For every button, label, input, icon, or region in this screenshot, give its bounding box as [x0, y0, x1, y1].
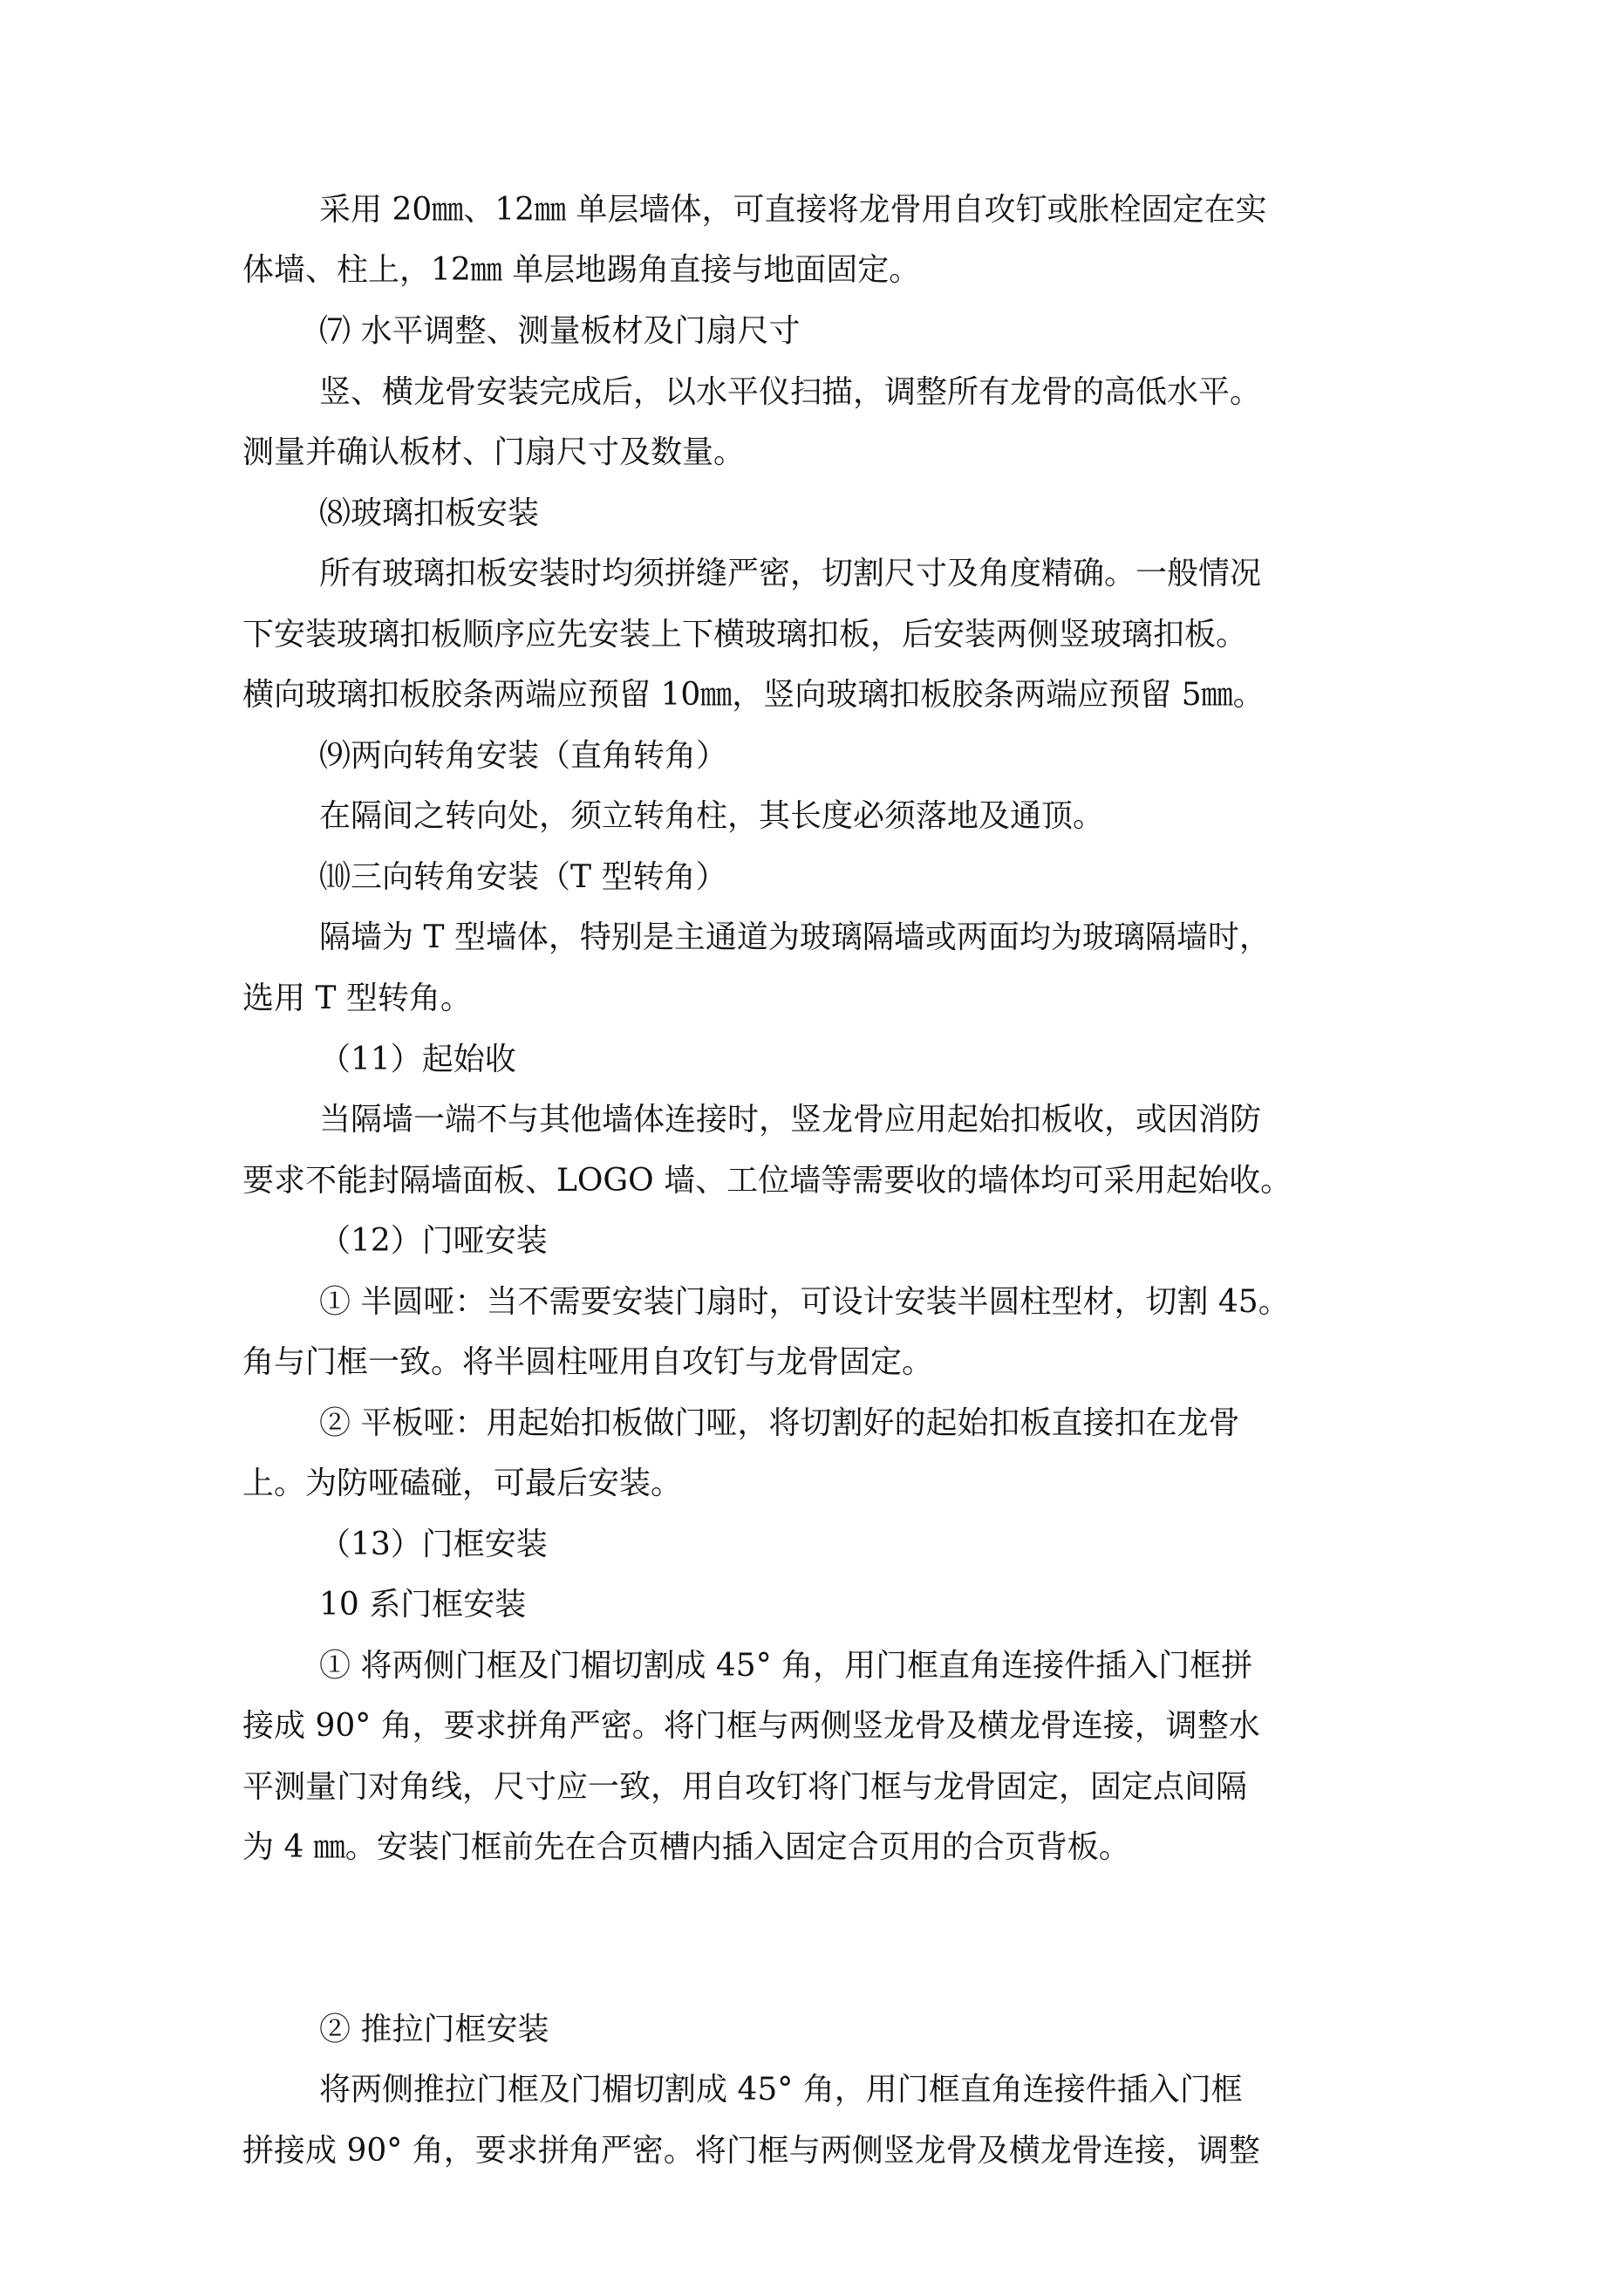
paragraph-line: ② 平板哑：用起始扣板做门哑，将切割好的起始扣板直接扣在龙骨: [319, 1405, 1240, 1441]
paragraph-line: 平测量门对角线，尺寸应一致，用自攻钉将门框与龙骨固定，固定点间隔: [242, 1769, 1248, 1805]
paragraph-line: 采用 20㎜、12㎜ 单层墙体，可直接将龙骨用自攻钉或胀栓固定在实: [319, 192, 1267, 228]
paragraph-line: 下安装玻璃扣板顺序应先安装上下横玻璃扣板，后安装两侧竖玻璃扣板。: [242, 617, 1248, 653]
section-heading: （12）门哑安装: [319, 1223, 548, 1259]
section-heading: ⑻玻璃扣板安装: [319, 495, 540, 531]
subsection-heading: 10 系门框安装: [319, 1587, 527, 1623]
paragraph-line: 所有玻璃扣板安装时均须拼缝严密，切割尺寸及角度精确。一般情况: [319, 556, 1262, 591]
paragraph-line: 体墙、柱上，12㎜ 单层地踢角直接与地面固定。: [242, 252, 921, 288]
paragraph-line: ① 半圆哑：当不需要安装门扇时，可设计安装半圆柱型材，切割 45。: [319, 1284, 1290, 1320]
paragraph-line: 横向玻璃扣板胶条两端应预留 10㎜，竖向玻璃扣板胶条两端应预留 5㎜。: [242, 677, 1265, 713]
section-heading: （11）起始收: [319, 1042, 516, 1077]
paragraph-line: 接成 90° 角，要求拼角严密。将门框与两侧竖龙骨及横龙骨连接，调整水: [242, 1708, 1260, 1744]
section-heading: ⑽三向转角安装（T 型转角）: [319, 859, 727, 895]
paragraph-line: 隔墙为 T 型墙体，特别是主通道为玻璃隔墙或两面均为玻璃隔墙时，: [319, 919, 1271, 955]
section-heading: ⑼两向转角安装（直角转角）: [319, 738, 728, 774]
paragraph-line: 测量并确认板材、门扇尺寸及数量。: [242, 434, 746, 470]
paragraph-line: ① 将两侧门框及门楣切割成 45° 角，用门框直角连接件插入门框拼: [319, 1648, 1253, 1684]
paragraph-line: 角与门框一致。将半圆柱哑用自攻钉与龙骨固定。: [242, 1344, 934, 1380]
paragraph-line: 在隔间之转向处，须立转角柱，其长度必须落地及通顶。: [319, 798, 1105, 834]
subsection-heading: ② 推拉门框安装: [319, 2012, 549, 2047]
paragraph-line: 竖、横龙骨安装完成后，以水平仪扫描，调整所有龙骨的高低水平。: [319, 374, 1262, 410]
section-heading: ⑺ 水平调整、测量板材及门扇尺寸: [319, 313, 801, 349]
section-heading: （13）门框安装: [319, 1527, 548, 1562]
paragraph-line: 要求不能封隔墙面板、LOGO 墙、工位墙等需要收的墙体均可采用起始收。: [242, 1163, 1292, 1199]
paragraph-line: 拼接成 90° 角，要求拼角严密。将门框与两侧竖龙骨及横龙骨连接，调整: [242, 2133, 1260, 2169]
paragraph-line: 将两侧推拉门框及门楣切割成 45° 角，用门框直角连接件插入门框: [319, 2072, 1243, 2108]
paragraph-line: 当隔墙一端不与其他墙体连接时，竖龙骨应用起始扣板收，或因消防: [319, 1102, 1262, 1138]
paragraph-line: 上。为防哑磕碰，可最后安装。: [242, 1466, 683, 1501]
paragraph-line: 为 4 ㎜。安装门框前先在合页槽内插入固定合页用的合页背板。: [242, 1829, 1130, 1865]
paragraph-line: 选用 T 型转角。: [242, 981, 472, 1016]
